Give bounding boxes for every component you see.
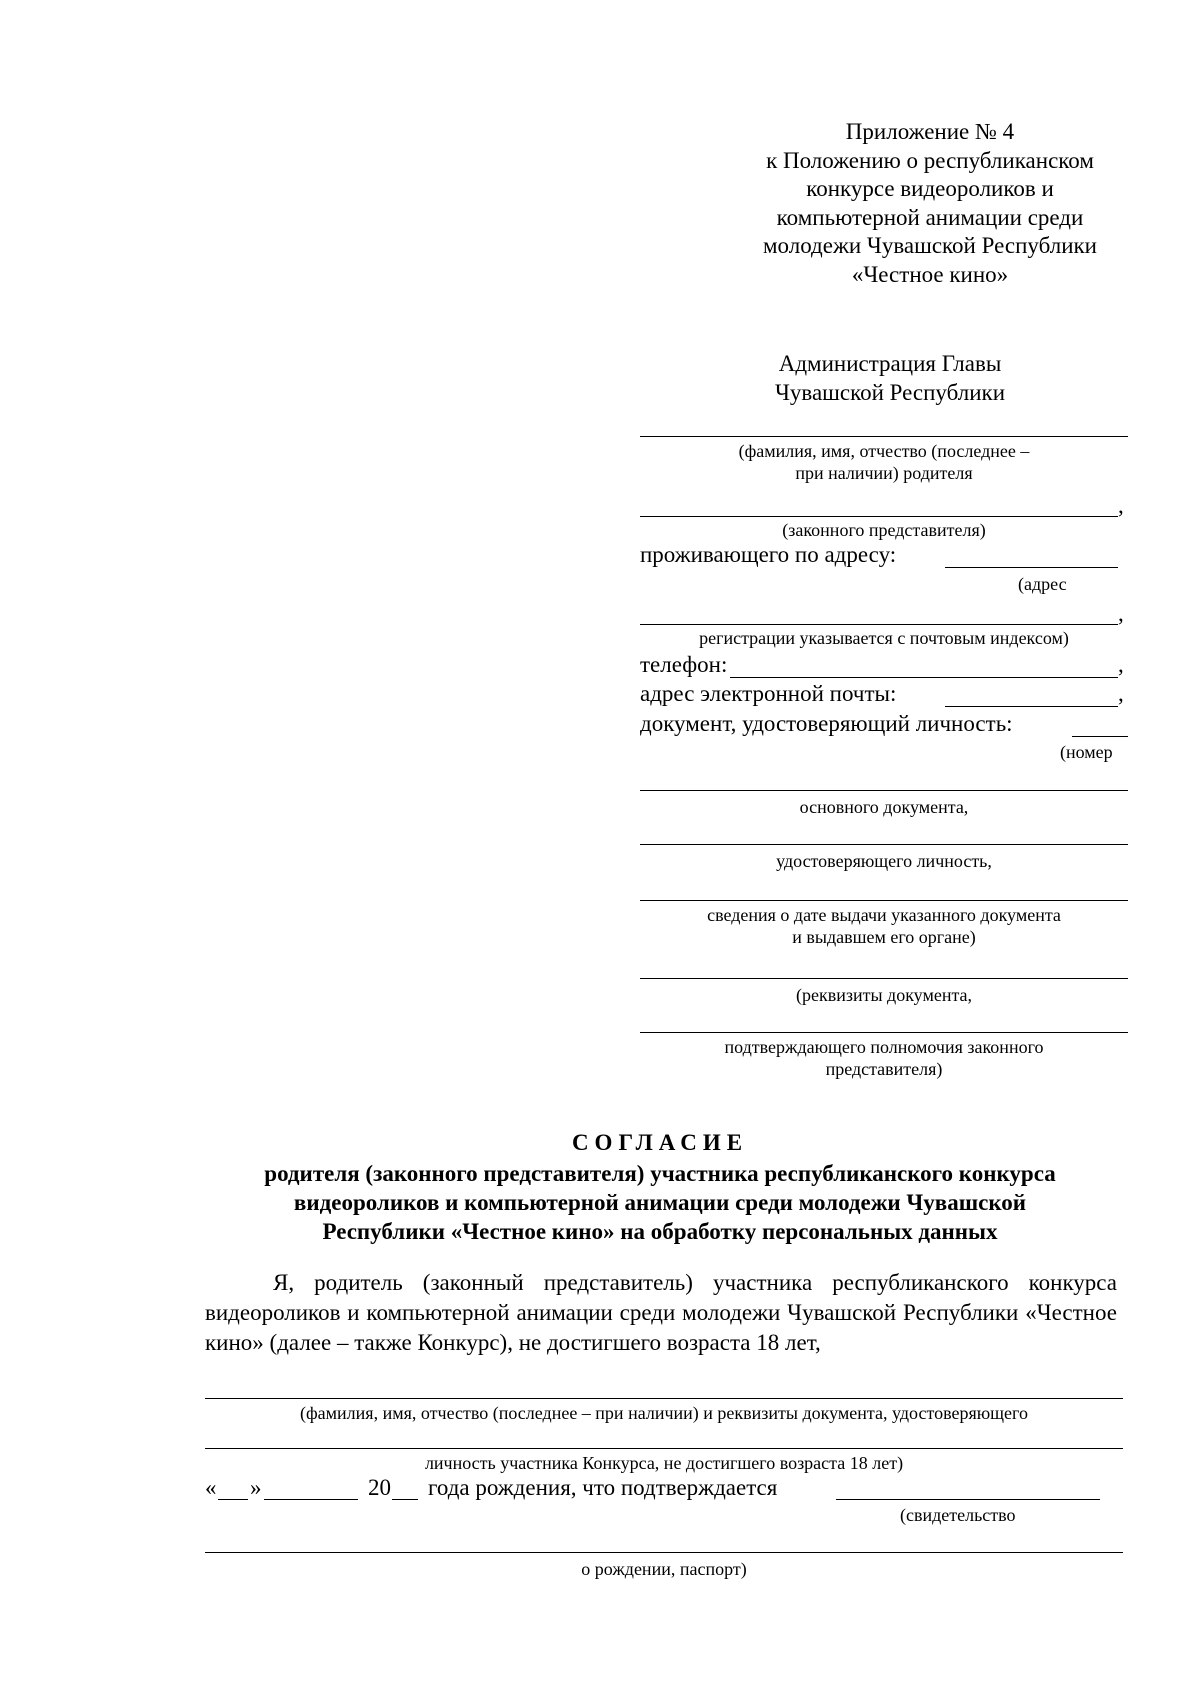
hint-authority: подтверждающего полномочия законного представителя) [724, 1037, 1044, 1079]
id-doc-inline-line[interactable] [1072, 736, 1128, 737]
hint-identity: удостоверяющего личность, [776, 851, 992, 871]
appendix-line: компьютерной анимации среди [776, 204, 1084, 230]
hint-participant-2: личность участника Конкурса, не достигшего возраста 18 лет) [424, 1453, 904, 1473]
body-paragraph: Я, родитель (законный представитель) участника республиканского конкурса видеороликов и компьютерной анимации среди молодежи Чувашской Республики «Честное кино» (далее – также Конкурс), не достигшего возраста 18 лет, [205, 1270, 1117, 1355]
appendix-line: молодежи Чувашской Республики [762, 233, 1097, 258]
date-open-quote: « [205, 1475, 217, 1500]
comma: , [1118, 493, 1124, 518]
phone-label: телефон: [640, 652, 728, 677]
appendix-line: Приложение № 4 [845, 119, 1015, 144]
year-prefix: 20 [368, 1475, 391, 1500]
email-label: адрес электронной почты: [640, 681, 897, 706]
participant-line[interactable] [205, 1398, 1123, 1399]
legal-rep-line[interactable] [640, 516, 1118, 517]
hint-address-2: регистрации указывается с почтовым индексом) [699, 628, 1069, 648]
comma: , [1118, 652, 1124, 677]
appendix-line: к Положению о республиканском [766, 147, 1094, 173]
hint-requisites: (реквизиты документа, [795, 985, 973, 1005]
participant-line-2[interactable] [205, 1448, 1123, 1449]
birth-month-line[interactable] [264, 1499, 358, 1500]
comma: , [1118, 601, 1124, 626]
hint-parent-name: (фамилия, имя, отчество (последнее – при наличии) родителя [738, 441, 1030, 483]
hint-legal-rep: (законного представителя) [782, 520, 986, 540]
id-doc-label: документ, удостоверяющий личность: [640, 711, 1013, 736]
address-inline-line[interactable] [945, 567, 1118, 568]
hint-address-1: (адрес [1018, 574, 1067, 594]
appendix-line: конкурсе видеороликов и [806, 176, 1054, 201]
birth-year-line[interactable] [392, 1499, 418, 1500]
id-number-line[interactable] [640, 790, 1128, 791]
residing-label: проживающего по адресу: [640, 542, 897, 567]
title-sub: Республики «Честное кино» на обработку персональных данных [322, 1219, 998, 1244]
addressee-line: Администрация Главы [778, 351, 1002, 376]
date-close-quote: » [250, 1475, 262, 1500]
address-full-line[interactable] [640, 624, 1118, 625]
title-sub: родителя (законного представителя) участника республиканского конкурса [264, 1161, 1056, 1186]
title-sub: видеороликов и компьютерной анимации среди молодежи Чувашской [293, 1190, 1027, 1215]
id-issue-line[interactable] [640, 900, 1128, 901]
birth-day-line[interactable] [218, 1499, 248, 1500]
hint-issue: сведения о дате выдачи указанного документа и выдавшем его органе) [707, 905, 1061, 947]
comma: , [1118, 681, 1124, 706]
consent-title [200, 1128, 1120, 1246]
requisites-line[interactable] [640, 978, 1128, 979]
appendix-line: «Честное кино» [851, 261, 1009, 287]
cert-line[interactable] [205, 1552, 1123, 1553]
id-identity-line[interactable] [640, 844, 1128, 845]
addressee [680, 350, 1100, 407]
hint-number: (номер [1060, 742, 1113, 762]
authority-line[interactable] [640, 1032, 1128, 1033]
addressee-line: Чувашской Республики [774, 379, 1006, 405]
phone-line[interactable] [730, 677, 1118, 678]
title-main: СОГЛАСИЕ [571, 1130, 749, 1155]
email-line[interactable] [945, 706, 1118, 707]
hint-cert-2: о рождении, паспорт) [581, 1559, 747, 1579]
appendix-header [720, 118, 1140, 289]
confirm-doc-line[interactable] [836, 1499, 1100, 1500]
birth-text: года рождения, что подтверждается [428, 1475, 778, 1500]
hint-main-doc: основного документа, [799, 797, 969, 817]
parent-name-line[interactable] [640, 436, 1128, 437]
hint-cert-1: (свидетельство [900, 1505, 1016, 1525]
hint-participant-1: (фамилия, имя, отчество (последнее – при наличии) и реквизиты документа, удостоверяющего [300, 1403, 1028, 1423]
